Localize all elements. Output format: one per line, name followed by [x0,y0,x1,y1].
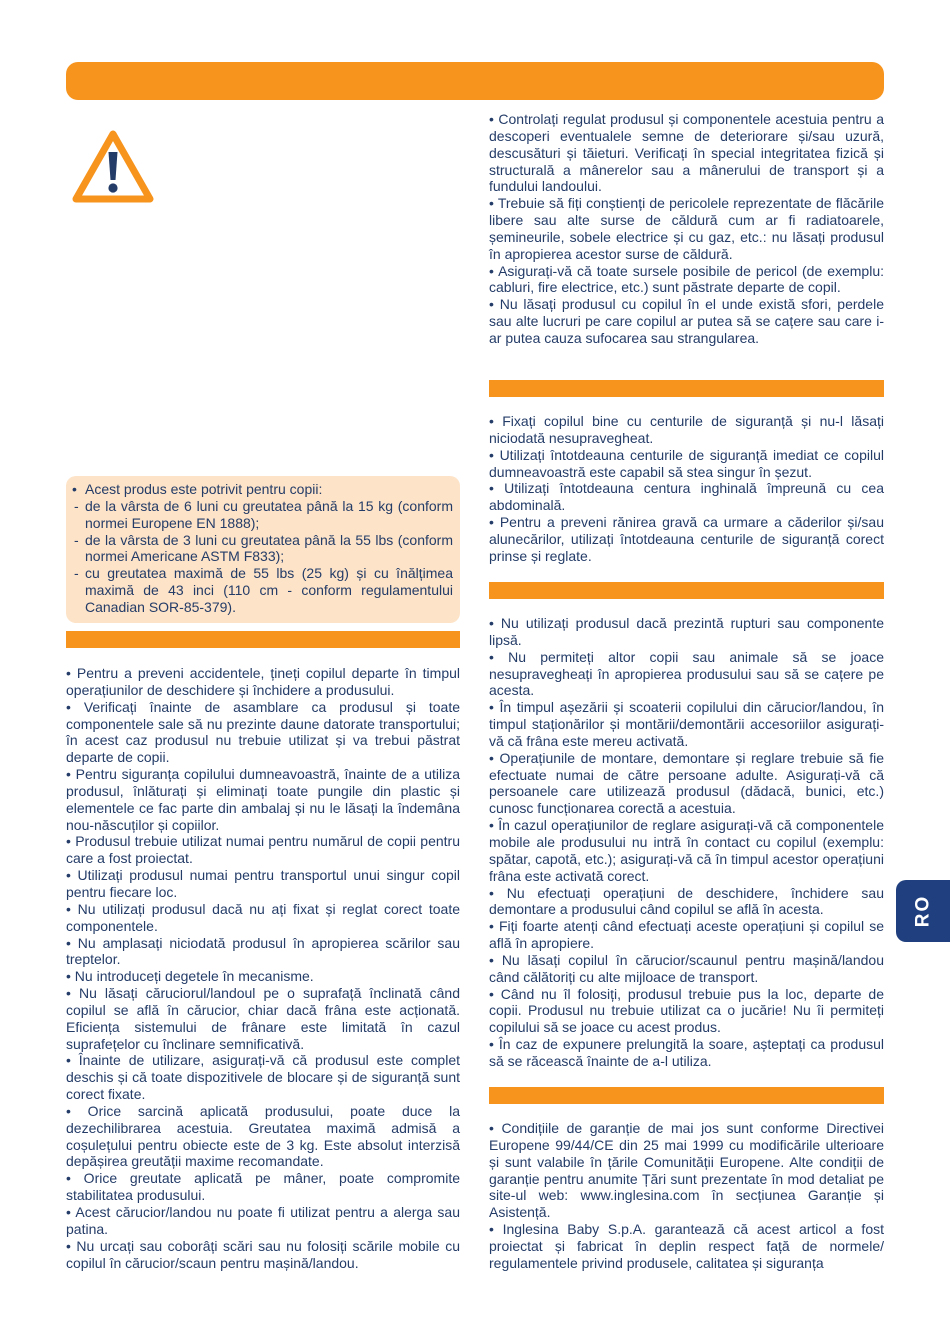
warning-paragraph: • Nu lăsați căruciorul/landoul pe o suprafață înclinată când copilul se află în cărucior, chiar dacă frâna este acționată. Eficiența sistemului de frânare este limitată în cazul suprafețelor cu înclinare semnificativă. [66,985,460,1052]
warning-paragraph: • Nu lăsați produsul cu copilul în el unde există sfori, perdele sau alte lucruri pe care copilul ar putea să se cațere sau care i-ar putea cauza sufocarea sau strangularea. [489,296,884,346]
warning-paragraph: • Controlați regulat produsul și componentele acestuia pentru a descoperi eventualele semne de deteriorare și/sau uzură, descusături și tăieturi. Verificați în special integritatea fizică și structurală a mânerelor sau a mânerului de transport și a fundului landoului. [489,111,884,195]
warning-paragraph: • Acest cărucior/landou nu poate fi utilizat pentru a alerga sau patina. [66,1204,460,1237]
warning-paragraph: • Pentru a preveni rănirea gravă ca urmare a căderilor și/sau alunecărilor, utilizați întotdeauna centurile de siguranță corect prinse și reglate. [489,514,884,564]
warning-paragraph: • Orice greutate aplicată pe mâner, poate compromite stabilitatea produsului. [66,1170,460,1204]
warning-triangle-icon [70,128,156,206]
suitability-intro [72,481,453,498]
language-code: RO [912,894,933,928]
suitability-item [72,498,453,532]
warning-paragraph: • Orice sarcină aplicată produsului, poate duce la dezechilibrarea acestuia. Greutatea maximă admisă a coșulețului pentru obiecte este de 3 kg. Este absolut interzisă depășirea greutății maxime recomandate. [66,1102,460,1170]
usage-warnings [489,615,884,1070]
maintenance-warnings [489,111,884,347]
suitability-intro-text: Acest produs este potrivit pentru copii: [85,481,323,497]
section-bar-warranty [489,1087,884,1104]
warning-paragraph: • Utilizați întotdeauna centura inghinală împreună cu cea abdominală. [489,480,884,514]
warning-paragraph: • Fiți foarte atenți când efectuați aceste operațiuni și copilul se află în apropiere. [489,918,884,952]
section-bar-usage [489,582,884,599]
section-bar-safety-belts [489,380,884,397]
warning-paragraph: • Utilizați produsul numai pentru transportul unui singur copil pentru fiecare loc. [66,867,460,900]
warning-paragraph: • Asigurați-vă că toate sursele posibile de pericol (de exemplu: cabluri, fire electrice, etc.) sunt păstrate departe de copil. [489,262,884,296]
warning-paragraph: • Nu permiteți altor copii sau animale să se joace nesupravegheați în apropierea produsului sau să se cațere pe acesta. [489,648,884,699]
suitability-item [72,532,453,566]
suitability-item-text: de la vârsta de 3 luni cu greutatea până la 55 lbs (conform normei Americane ASTM F833); [85,531,453,565]
warning-paragraph: • Când nu îl folosiți, produsul trebuie pus la loc, departe de copii. Produsul nu trebuie utilizat ca o jucărie! Nu îi permiteți copilului să se joace cu acest produs. [489,985,884,1036]
general-warnings [66,665,460,1271]
suitability-item-text: cu greutatea maximă de 55 lbs (25 kg) și cu înălțimea maximă de 43 inci (110 cm - conform regulamentului Canadian SOR-85-379). [85,565,453,615]
warranty-text [489,1120,884,1272]
bullet-marker: • [72,481,77,497]
warning-paragraph: • Nu utilizați produsul dacă prezintă rupturi sau componente lipsă. [489,615,884,648]
warning-paragraph: • Nu utilizați produsul dacă nu ați fixat și reglat corect toate componentele. [66,900,460,934]
warning-paragraph: • Înainte de utilizare, asigurați-vă că produsul este complet deschis și că toate dispozitivele de blocare și de siguranță sunt corect fixate. [66,1052,460,1103]
warning-paragraph: • Nu urcați sau coborâți scări sau nu folosiți scările mobile cu copilul în cărucior/scaun pentru mașină/landou. [66,1237,460,1271]
warning-paragraph: • Nu introduceți degetele în mecanisme. [66,968,314,985]
section-bar-general [66,631,460,648]
suitability-item-text: de la vârsta de 6 luni cu greutatea până la 15 kg (conform normei Europene EN 1888); [85,497,453,531]
warning-paragraph: • Nu lăsați copilul în cărucior/scaunul pentru mașină/landou când călătoriți cu alte mijloace de transport. [489,951,884,985]
dash-marker: - [74,565,79,582]
suitability-item [72,565,453,616]
warranty-paragraph: • Condițiile de garanție de mai jos sunt conforme Directivei Europene 99/44/CE din 25 mai 1999 cu modificările ulterioare și sunt valabile în țările Comunității Europene. Alte condiții de garanție pentru anumite Țări sunt prezentate în mod detaliat pe site-ul web: www.inglesina.com în secțiunea Garanție și Asistență. [489,1120,884,1221]
header-bar [66,62,884,100]
dash-marker: - [74,497,79,514]
warning-paragraph: • Trebuie să fiți conștienți de pericolele reprezentate de flăcările libere sau alte surse de căldură cum ar fi radiatoarele, șemineurile, sobele electrice și cu gaz, etc.: nu lăsați produsul în apropierea acestor surse de căldură. [489,195,884,262]
warning-paragraph: • Nu efectuați operațiuni de deschidere, închidere sau demontare a produsului când copilul se află în acesta. [489,884,884,918]
warning-paragraph: • Nu amplasați niciodată produsul în apropierea scărilor sau treptelor. [66,934,460,968]
warning-paragraph: • Pentru siguranța copilului dumneavoastră, înainte de a utiliza produsul, înlăturați și eliminați toate pungile din plastic și elementele ce fac parte din ambalaj și nu le lăsați la îndemâna nou-născuților și copiilor. [66,766,460,833]
warning-paragraph: • Verificați înainte de asamblare ca produsul și toate componentele sale să nu prezinte daune datorate transportului; în acest caz produsul nu trebuie utilizat și va trebui păstrat departe de copii. [66,698,460,766]
suitability-box [66,476,460,623]
warning-paragraph: • În timpul așezării și scoaterii copilului din cărucior/landou, în timpul staționărilor și montării/demontării accesoriilor asigurați-vă că frâna este mereu activată. [489,699,884,749]
dash-marker: - [74,531,79,548]
warning-paragraph: • Produsul trebuie utilizat numai pentru numărul de copii pentru care a fost proiectat. [66,833,460,867]
warning-paragraph: • În caz de expunere prelungită la soare, așteptați ca produsul să se răcească înainte de a-l utiliza. [489,1036,884,1069]
warranty-paragraph: • Inglesina Baby S.p.A. garantează că acest articol a fost proiectat și fabricat în deplin respect față de normele/ regulamentele privind produsele, calitatea și siguranța [489,1221,884,1271]
warning-paragraph: • Pentru a preveni accidentele, țineți copilul departe în timpul operațiunilor de deschidere și închidere a produsului. [66,665,460,698]
language-tab [896,880,950,942]
warning-paragraph: • În cazul operațiunilor de reglare asigurați-vă că componentele mobile ale produsului nu intră în contact cu copilul (exemplu: spătar, capotă, etc.); asigurați-vă că în timpul acestor operațiuni frâna este activată corect. [489,817,884,884]
warning-paragraph: • Operațiunile de montare, demontare și reglare trebuie să fie efectuate numai de către persoane adulte. Asigurați-vă că persoanele care utilizează produsul (dădacă, bunici, etc.) cunosc funcționarea corectă a acestuia. [489,749,884,817]
safety-belt-warnings [489,413,884,565]
warning-paragraph: • Utilizați întotdeauna centurile de siguranță imediat ce copilul dumneavoastră este capabil să stea singur în șezut. [489,446,884,480]
warning-paragraph: • Fixați copilul bine cu centurile de siguranță și nu-l lăsați niciodată nesupravegheat. [489,413,884,446]
